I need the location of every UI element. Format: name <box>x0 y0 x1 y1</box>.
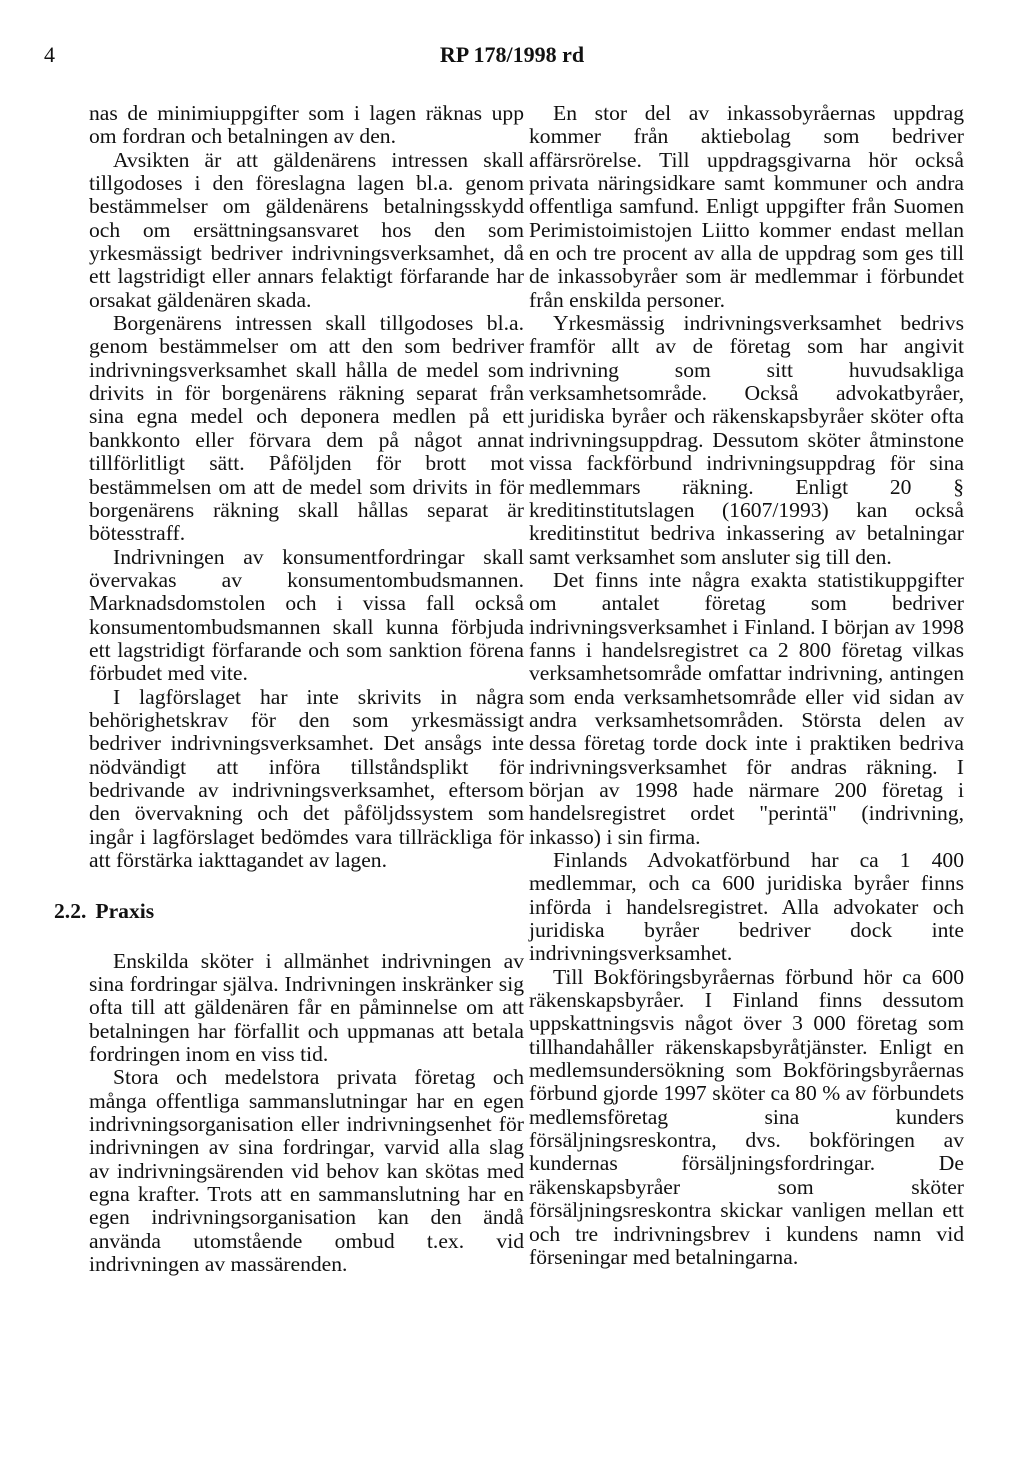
section-number: 2.2. <box>54 899 87 924</box>
left-column <box>54 101 524 1277</box>
paragraph: nas de minimiuppgifter som i lagen räknas upp om fordran och betalningen av den. <box>89 101 524 149</box>
paragraph: Stora och medelstora privata företag och många offentliga sammanslutningar har en egen indrivningsorganisation eller indrivningsenhet för indrivningen av sina fordringar, varvid alla slag av indrivningsärenden vid behov kan skötas med egna krafter. Trots att en sammanslutning har en egen indrivningsorganisation kan den ändå använda utomstående ombud t.ex. vid indrivningen av massärenden. <box>89 1065 524 1277</box>
running-head: RP 178/1998 rd <box>439 42 585 67</box>
paragraph: I lagförslaget har inte skrivits in några behörighetskrav för den som yrkesmässigt bedriver indrivningsverksamhet. Det ansågs inte nödvändigt att införa tillståndsplikt för bedrivande av indrivningsverksamhet, eftersom den övervakning och det påföljdssystem som ingår i lagförslaget bedömdes vara tillräckliga för att förstärka iakttagandet av lagen. <box>89 684 524 872</box>
paragraph: Borgenärens intressen skall tillgodoses bl.a. genom bestämmelser om att den som bedriver indrivningsverksamhet skall hålla de medel som drivits in för borgenärens räkning separat från sina egna medel och deponera medlen på ett bankkonto eller förvara dem på något annat tillförlitligt sätt. Påföljden för brott mot bestämmelsen om att de medel som drivits in för borgenärens räkning skall hållas separat är bötesstraff. <box>89 311 524 546</box>
paragraph: En stor del av inkassobyråernas uppdrag kommer från aktiebolag som bedriver affärsrörelse. Till uppdragsgivarna hör också privata näringsidkare samt kommuner och andra offentliga samfund. Enligt uppgifter från Suomen Perimistoimistojen Liitto kommer endast mellan en och tre procent av alla de uppdrag som ges till de inkassobyråer som är medlemmar i förbundet från enskilda personer. <box>529 101 964 312</box>
page-number: 4 <box>44 42 55 67</box>
paragraph: Yrkesmässig indrivningsverksamhet bedrivs framför allt av de företag som har angivit indrivning som sitt huvudsakliga verksamhetsområde. Också advokatbyråer, juridiska byråer och räkenskapsbyråer sköter ofta indrivningsuppdrag. Dessutom sköter åtminstone vissa fackförbund indrivningsuppdrag för sina medlemmars räkning. Enligt 20 § kreditinstitutslagen (1607/1993) kan också kreditinstitut bedriva inkassering av betalningar samt verksamhet som ansluter sig till den. <box>529 311 964 569</box>
paragraph: Till Bokföringsbyråernas förbund hör ca 600 räkenskapsbyråer. I Finland finns dessutom uppskattningsvis något över 3 000 företag som tillhandahåller räkenskapsbyråtjänster. Enligt en medlemsundersökning som Bokföringsbyråernas förbund gjorde 1997 sköter ca 80 % av förbundets medlemsföretag sina kunders försäljningsreskontra, dvs. bokföringen av kundernas försäljningsfordringar. De räkenskapsbyråer som sköter försäljningsreskontra skickar vanligen mellan ett och tre indrivningsbrev i kundens namn vid förseningar med betalningarna. <box>529 964 964 1269</box>
section-title: Praxis <box>95 899 155 924</box>
paragraph: Avsikten är att gäldenärens intressen skall tillgodoses i den föreslagna lagen bl.a. genom bestämmelser om gäldenärens betalningsskydd och om ersättningsansvaret hos den som yrkesmässigt bedriver indrivningsverksamhet, då ett lagstridigt eller annars felaktigt förfarande har orsakat gäldenären skada. <box>89 147 524 312</box>
paragraph: Enskilda sköter i allmänhet indrivningen av sina fordringar själva. Indrivningen inskränker sig ofta till att gäldenären får en påminnelse om att betalningen har förfallit och uppmanas att betala fordringen inom en viss tid. <box>89 948 524 1067</box>
paragraph: Finlands Advokatförbund har ca 1 400 medlemmar, och ca 600 juridiska byråer finns införda i handelsregistret. Alla advokater och juridiska byråer bedriver dock inte indrivningsverksamhet. <box>529 848 964 966</box>
paragraph: Det finns inte några exakta statistikuppgifter om antalet företag som bedriver indrivningsverksamhet i Finland. I början av 1998 fanns i handelsregistret ca 2 800 företag vilkas verksamhetsområde omfattar indrivning, antingen som enda verksamhetsområde eller vid sidan av andra verksamhetsområden. Största delen av dessa företag torde dock inte i praktiken bedriva indrivningsverksamhet för andras räkning. I början av 1998 hade närmare 200 företag i handelsregistret ordet "perintä" (indrivning, inkasso) i sin firma. <box>529 567 964 849</box>
paragraph: Indrivningen av konsumentfordringar skall övervakas av konsumentombudsmannen. Marknadsdomstolen och i vissa fall också konsumentombudsmannen skall kunna förbjuda ett lagstridigt förfarande och som sanktion förena förbudet med vite. <box>89 544 524 686</box>
section-heading <box>54 900 524 923</box>
right-column <box>529 102 964 1269</box>
